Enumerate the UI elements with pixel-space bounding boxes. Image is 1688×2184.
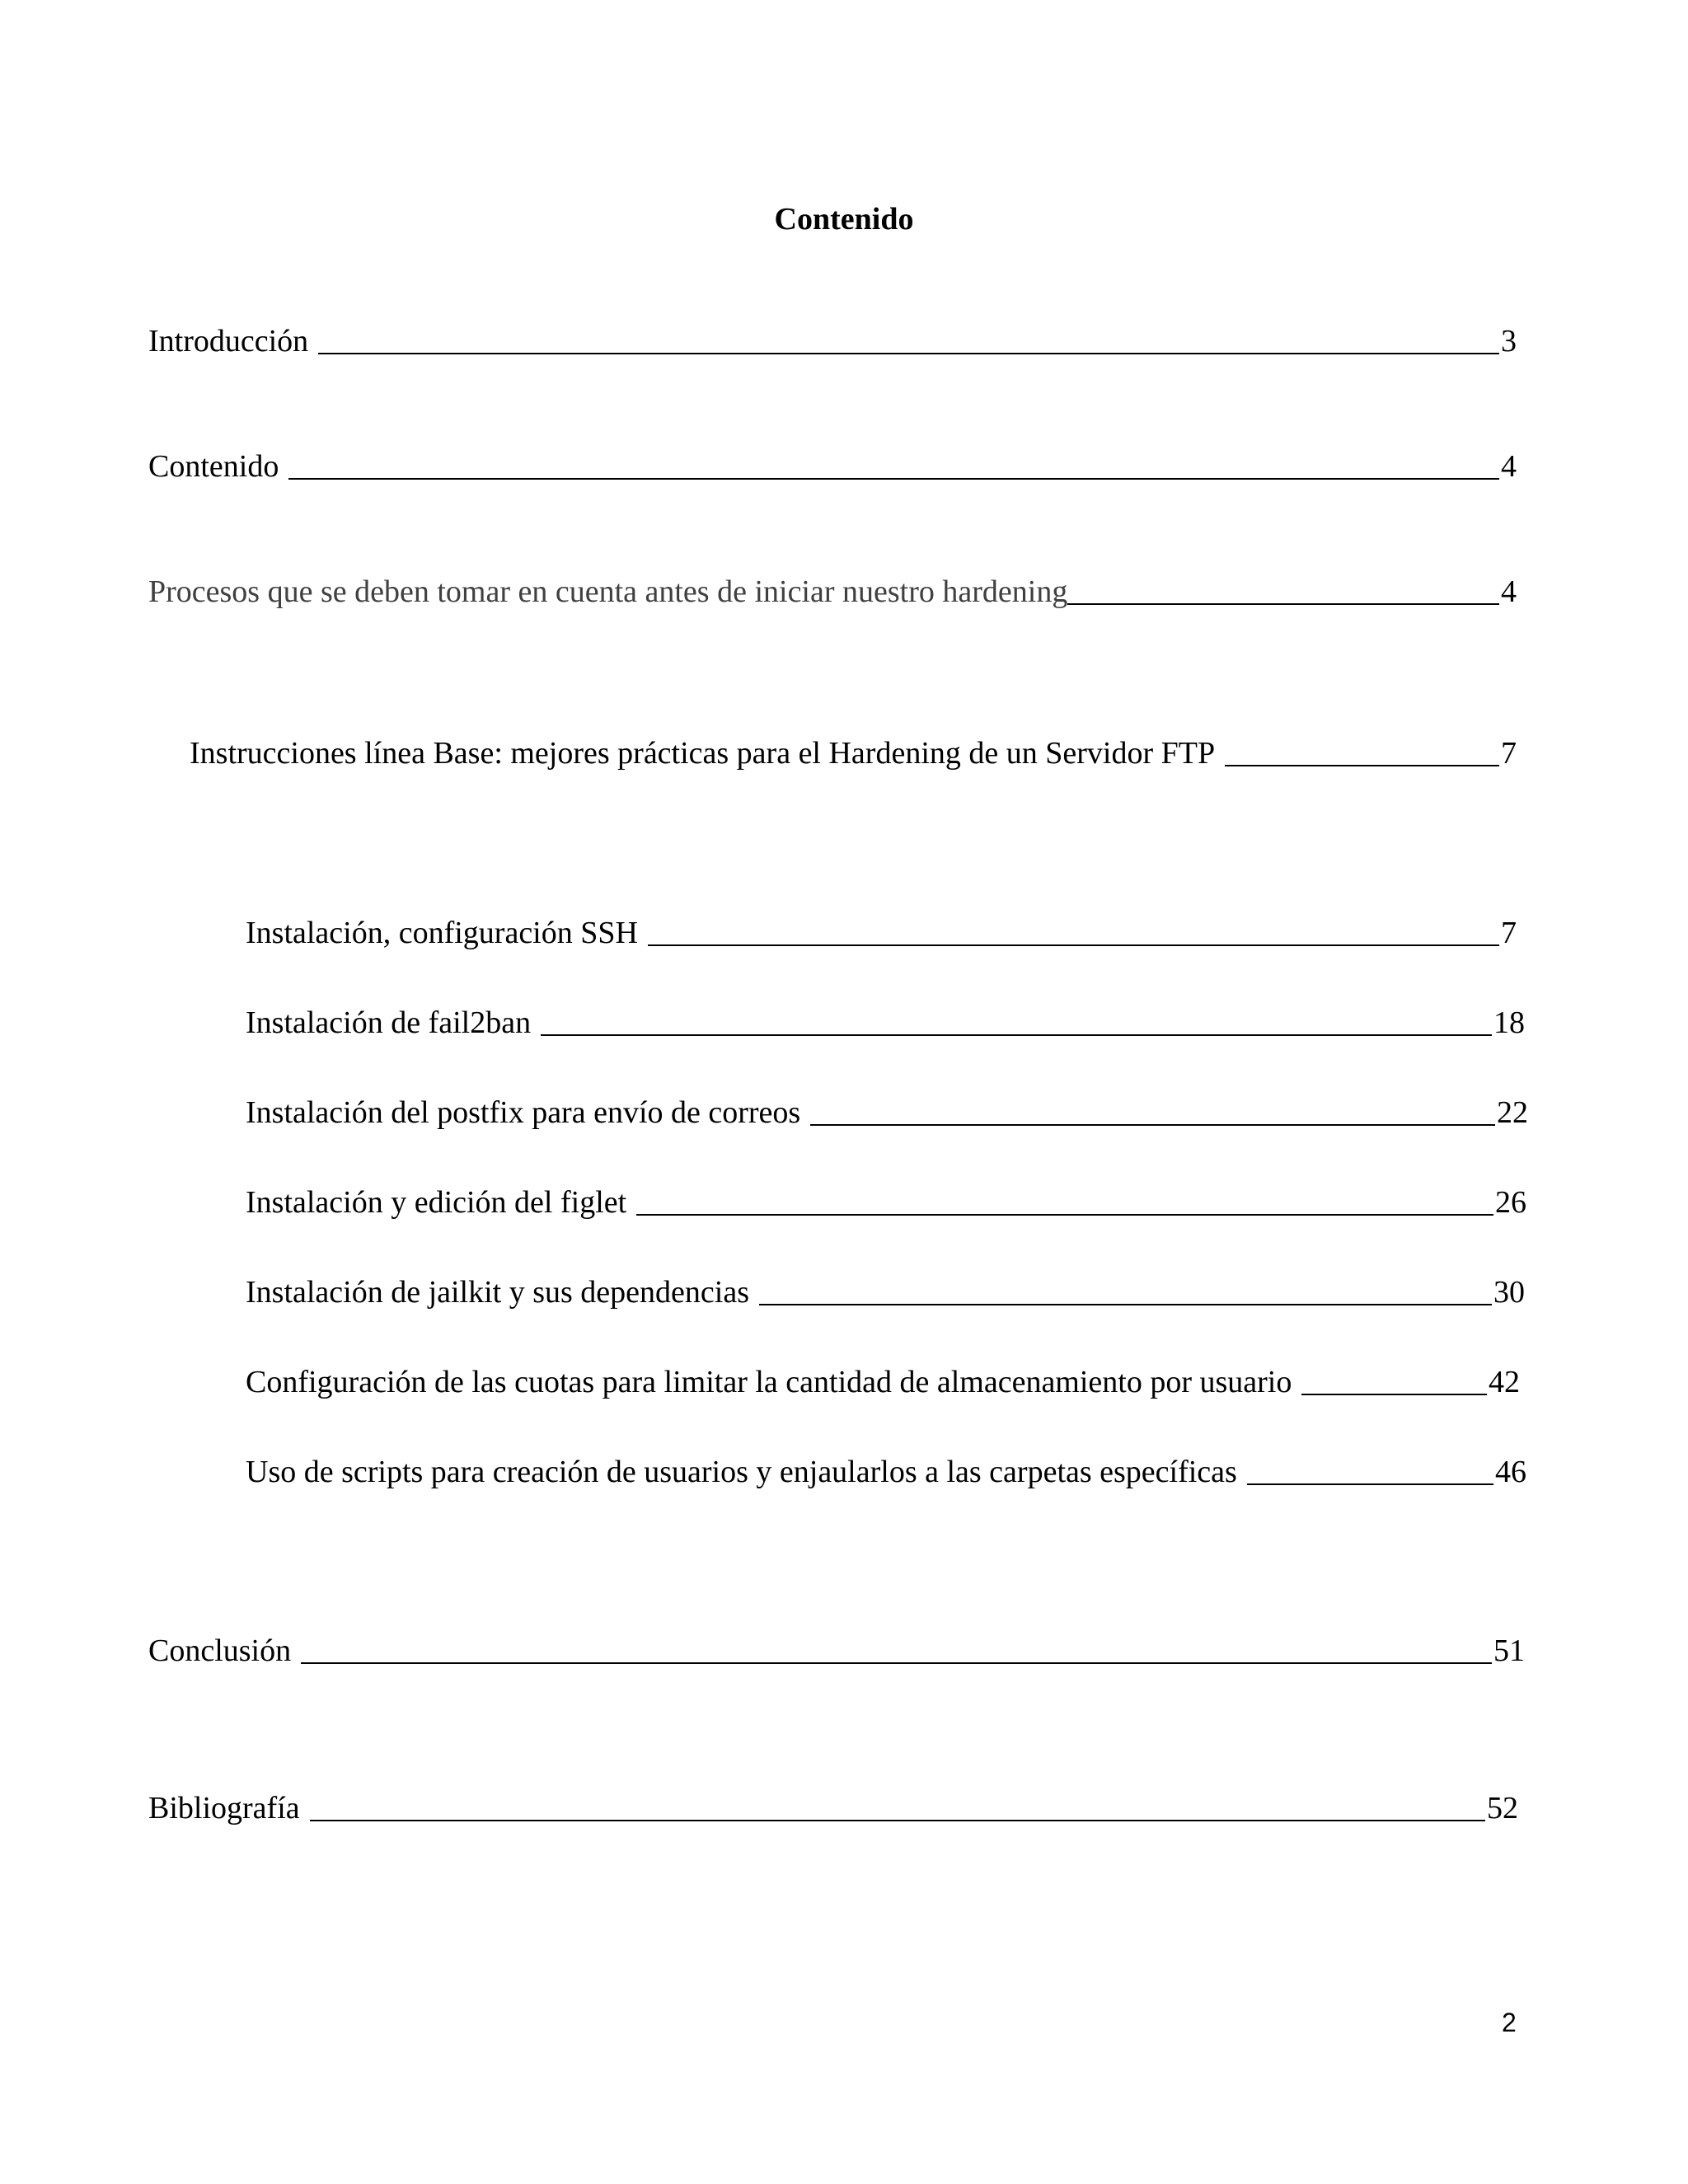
toc-leader-line — [1247, 1483, 1493, 1485]
toc-page-number: 7 — [1501, 736, 1517, 771]
toc-page-number: 3 — [1501, 324, 1517, 359]
toc-entry-label: Conclusión — [148, 1633, 292, 1668]
toc-entry-label: Configuración de las cuotas para limitar la cantidad de almacenamiento por usuario — [246, 1365, 1292, 1399]
toc-leader-line — [318, 353, 1499, 354]
toc-leader-line — [288, 478, 1499, 480]
toc-entry-label: Instrucciones línea Base: mejores prácticas para el Hardening de un Servidor FTP — [190, 736, 1216, 771]
toc-entry-fail2ban[interactable] — [246, 1001, 1525, 1044]
toc-leader-line — [648, 944, 1499, 946]
page-title: Contenido — [774, 202, 914, 237]
toc-leader-line — [310, 1820, 1485, 1821]
toc-leader-line — [636, 1214, 1493, 1216]
toc-entry-scripts[interactable] — [246, 1451, 1526, 1493]
toc-page-number: 51 — [1493, 1633, 1525, 1668]
toc-page-number: 30 — [1493, 1275, 1525, 1310]
toc-leader-line — [810, 1124, 1495, 1126]
toc-leader-line — [1067, 603, 1499, 605]
toc-leader-line — [1301, 1394, 1487, 1395]
toc-entry-label: Procesos que se deben tomar en cuenta antes de iniciar nuestro hardening — [148, 574, 1068, 609]
toc-entry-conclusion[interactable] — [148, 1629, 1525, 1672]
toc-entry-introduccion[interactable] — [148, 320, 1517, 363]
toc-entry-label: Introducción — [148, 324, 309, 359]
toc-entry-label: Instalación y edición del figlet — [246, 1185, 627, 1220]
toc-entry-label: Bibliografía — [148, 1791, 300, 1825]
toc-page-number: 4 — [1501, 449, 1517, 484]
toc-entry-bibliografia[interactable] — [148, 1787, 1518, 1830]
toc-entry-label: Uso de scripts para creación de usuarios y enjaularlos a las carpetas específicas — [246, 1455, 1237, 1489]
toc-entry-ssh[interactable] — [246, 912, 1517, 954]
toc-page-number: 26 — [1495, 1185, 1526, 1220]
toc-entry-contenido[interactable] — [148, 445, 1517, 488]
toc-page-number: 42 — [1489, 1365, 1520, 1399]
toc-leader-line — [301, 1662, 1492, 1664]
toc-page-number: 18 — [1493, 1005, 1525, 1040]
toc-entry-instrucciones[interactable] — [190, 732, 1517, 775]
toc-leader-line — [541, 1034, 1492, 1036]
toc-entry-cuotas[interactable] — [246, 1361, 1520, 1404]
toc-page-number: 22 — [1497, 1095, 1528, 1130]
toc-entry-label: Instalación del postfix para envío de correos — [246, 1095, 801, 1130]
toc-entry-label: Contenido — [148, 449, 279, 484]
toc-entry-postfix[interactable] — [246, 1091, 1528, 1134]
page-number: 2 — [1502, 2008, 1517, 2037]
toc-page-number: 7 — [1501, 916, 1517, 950]
toc-entry-label: Instalación, configuración SSH — [246, 916, 638, 950]
toc-leader-line — [1225, 765, 1499, 766]
toc-entry-figlet[interactable] — [246, 1181, 1526, 1224]
toc-entry-label: Instalación de fail2ban — [246, 1005, 532, 1040]
toc-leader-line — [759, 1304, 1492, 1305]
toc-entry-jailkit[interactable] — [246, 1271, 1525, 1314]
toc-entry-label: Instalación de jailkit y sus dependencias — [246, 1275, 749, 1310]
toc-page-number: 46 — [1495, 1455, 1526, 1489]
toc-page-number: 4 — [1501, 574, 1517, 609]
toc-entry-procesos[interactable] — [148, 570, 1517, 613]
toc-page-number: 52 — [1487, 1791, 1518, 1825]
